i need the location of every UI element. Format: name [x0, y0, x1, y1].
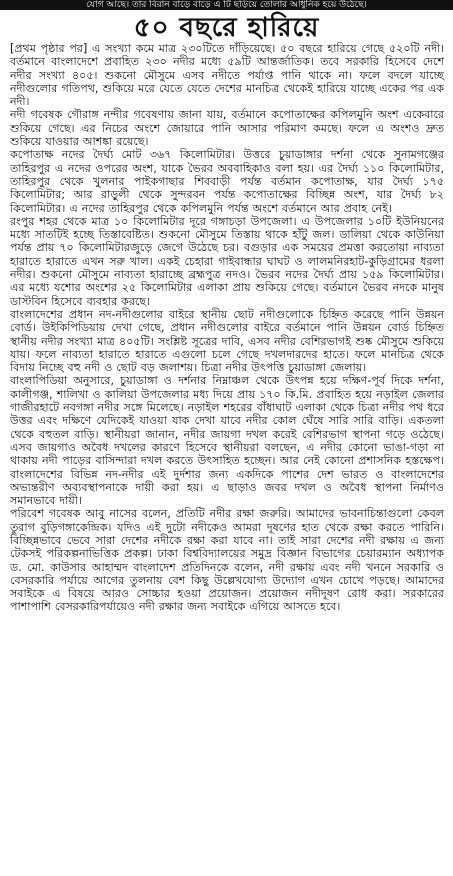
- paragraph-2: নদী গবেষক গৌরাঙ্গ নন্দীর গবেষণায় জানা যায়, বর্তমানে কপোতাক্ষের কপিলমুনি অংশ একেবারে শুকিয়ে গেছে। এর নিচের অংশে জোয়ারে পানি আসার পরিমাণ কমছে। ফলে এ অংশও দ্রুত শুকিয়ে যাওয়ার আশঙ্কা রয়েছে।: [10, 108, 444, 149]
- paragraph-6: বাংলাপিডিয়া অনুসারে, চুয়াডাঙ্গা ও দর্শনার নিম্নাঞ্চল থেকে উৎপন্ন হয়ে দক্ষিণ-পূর্ব দিকে দর্শনা, কালীগঞ্জ, শালিখা ও কালিয়া উপজেলার মধ্য দিয়ে প্রায় ১৭০ কি.মি. প্রবাহিত হয়ে নড়াইল জেলার গাজীরহাটে নবগঙ্গা নদীর সঙ্গে মিলেছে। নড়াইল শহরের বাঁধাঘাট এলাকা থেকে চিত্রা নদীর পথ ধরে উত্তর এবং দক্ষিণে যেদিকেই যাওয়া যাক দেখা যাবে নদীর কোল ঘেঁষে সারি সারি বাড়ি। একতলা থেকে বহুতল বাড়ি। স্থানীয়রা জানান, নদীর জায়গা দখল করেই বেশিরভাগ স্থাপনা গড়ে ওঠেছে। এসব জায়গাও অবৈধ দখলের কারণে হিসেবে স্থানীয়রা বলছেন, এ নদীর কোনো ভাঙা-গড়া না থাকায় নদী পাড়ের বাসিন্দারা দখল করতে উৎসাহিত হচ্ছেন। আর নেই কোনো প্রশাসনিক হস্তক্ষেপ। বাংলাদেশের বিভিন্ন নদ-নদীর এই দুর্দশার জন্য একদিকে পাশের দেশ ভারত ও বাংলাদেশের অভ্যন্তরীণ অব্যবস্থাপনাকে দায়ী করা হয়। এ ছাড়াও জবর দখল ও অবৈধ স্থাপনা নির্মাণও সমানভাবে দায়ী।: [10, 374, 444, 508]
- paragraph-4: রংপুর শহর থেকে মাত্র ১০ কিলোমিটার দূরে গঙ্গাচড়া উপজেলা। এ উপজেলার ১০টি ইউনিয়নের মধ্যে সাতটিই হচ্ছে তিস্তাবেষ্টিত। শুকনো মৌসুমে তিস্তায় থাকে হাঁটু জল। ডালিয়া থেকে কাউনিয়া পর্যন্ত প্রায় ৭০ কিলোমিটারজুড়ে জেগে উঠেছে চর। বগুড়ার এক সময়ের প্রমত্তা করতোয়া নাব্যতা হারাতে হারাতে এখন সরু খাল। একই চেহারা গাইবান্ধার ঘাঘট ও লালমনিরহাট-কুড়িগ্রামের ধরলা নদীর। শুকনো মৌসুমে নাব্যতা হারাচ্ছে ব্রহ্মপুত্র নদও। ভৈরব নদের দৈর্ঘ্য প্রায় ১৫৯ কিলোমিটার। এর মধ্যে যশোর অংশের ২৫ কিলোমিটার এলাকা প্রায় শুকিয়ে গেছে। বর্তমানে ভৈরব নদকে মানুষ ডাস্টবিন হিসেবে ব্যবহার করছে।: [10, 214, 444, 308]
- paragraph-3: কপোতাক্ষ নদের দৈর্ঘ্য মোট ৩৬৭ কিলোমিটার। উত্তরে চুয়াডাঙ্গার দর্শনা থেকে সুনামগঞ্জের তাহিরপুর এ নদের ওপরের অংশ, যাকে ভৈরব অববাহিকাও বলা হয়। এর দৈর্ঘ্য ১১০ কিলোমিটার, তাহিরপুর থেকে খুলনার পাইকগাছার শিববাড়ী পর্যন্ত বর্তমান কপোতাক্ষ, যার দৈর্ঘ্য ১৭৫ কিলোমিটার; আর রাড়ুলী থেকে সুন্দরবন পর্যন্ত কপোতাক্ষের বিচ্ছিন্ন অংশ, যার দৈর্ঘ্য ৮২ কিলোমিটার। এ নদের তাহিরপুর থেকে কপিলমুনি পর্যন্ত অংশে বর্তমানে আর প্রবাহ নেই।: [10, 148, 444, 215]
- article-body: [10, 42, 444, 614]
- previous-article-tail: যোগ আছে। তার বিরান বাড়ে বাড়ে এ টি ছড়িয়ে তোলার আধুনিক হয়ে উঠেছে।: [0, 0, 453, 10]
- paragraph-5: বাংলাদেশের প্রধান নদ-নদীগুলোর বাইরে স্থানীয় ছোট নদীগুলোকে চিহ্নিত করেছে পানি উন্নয়ন বোর্ড। উইকিপিডিয়ায় দেখা গেছে, প্রধান নদীগুলোর বাইরে বর্তমানে পানি উন্নয়ন বোর্ড চিহ্নিত স্থানীয় নদীর সংখ্যা মাত্র ৪০৫টি। সংশ্লিষ্ট সূত্রের দাবি, এসব নদীর বেশিরভাগই শুষ্ক মৌসুমে শুকিয়ে যায়। ফলে নাব্যতা হারাতে হারাতে এগুলো চলে গেছে দখলদারদের হাতে। ফলে মানচিত্র থেকে বিদায় নিচ্ছে বহু নদী ও ছোট বড় জলাশয়। চিত্রা নদীর উৎপত্তি চুয়াডাঙ্গা জেলায়।: [10, 307, 444, 375]
- paragraph-1-text: এ সংখ্যা কমে মাত্র ২৩০টিতে দাঁড়িয়েছে। ৫০ বছরে হারিয়ে গেছে ৫২০টি নদী। বর্তমানে বাংলাদেশে প্রবাহিত ২৩০ নদীর মধ্যে ৫৯টি আন্তর্জাতিক। তবে সরকারি হিসেবে দেশে নদীর সংখ্যা ৪০৫। শুকনো মৌসুমে এসব নদীতে পর্যাপ্ত পানি থাকে না। ফলে বদলে যাচ্ছে নদীগুলোর গতিপথ, শুকিয়ে মরে যেতে যেতে দেশের মানচিত্র থেকেই হারিয়ে যাচ্ছে একের পর এক নদী।: [10, 42, 444, 109]
- paragraph-1: [10, 42, 444, 108]
- paragraph-7: পরিবেশ গবেষক আবু নাসের বলেন, প্রতিটি নদীর রক্ষা জরুরি। আমাদের ভাবনাচিন্তাগুলো কেবল তুরাগ বুড়িগঙ্গাকেন্দ্রিক। যদিও এই দুটো নদীকেও আমরা দূষণের হাত থেকে রক্ষা করতে পারিনি। বিচ্ছিন্নভাবে ভেবে সারা দেশের নদীকে রক্ষা করা যাবে না। তাই সারা দেশের নদী রক্ষায় এ জন্য টেকসই পরিকল্পনাভিত্তিক প্রকল্প। ঢাকা বিশ্ববিদ্যালয়ের সমুদ্র বিজ্ঞান বিভাগের চেয়ারম্যান অধ্যাপক ড. মো. কাউসার আহাম্মদ বাংলাদেশ প্রতিদিনকে বলেন, নদী রক্ষায় এবং নদী খননে সরকারি ও বেসরকারি পর্যায়ে আগের তুলনায় বেশ কিছু উল্লেখযোগ্য উদ্যোগ এখন চোখে পড়ছে। আমাদের সবাইকে এ বিষয়ে আরও সোচ্চার হওয়া প্রয়োজন। প্রয়োজন নদীদূষণ রোধ করা। সরকারের পাশাপাশি বেসরকারিপর্যায়েও নদী রক্ষার জন্য সবাইকে এগিয়ে আসতে হবে।: [10, 507, 444, 614]
- continuation-tag: [প্রথম পৃষ্ঠার পর]: [10, 42, 88, 55]
- headline: ৫০ বছরে হারিয়ে: [133, 13, 320, 43]
